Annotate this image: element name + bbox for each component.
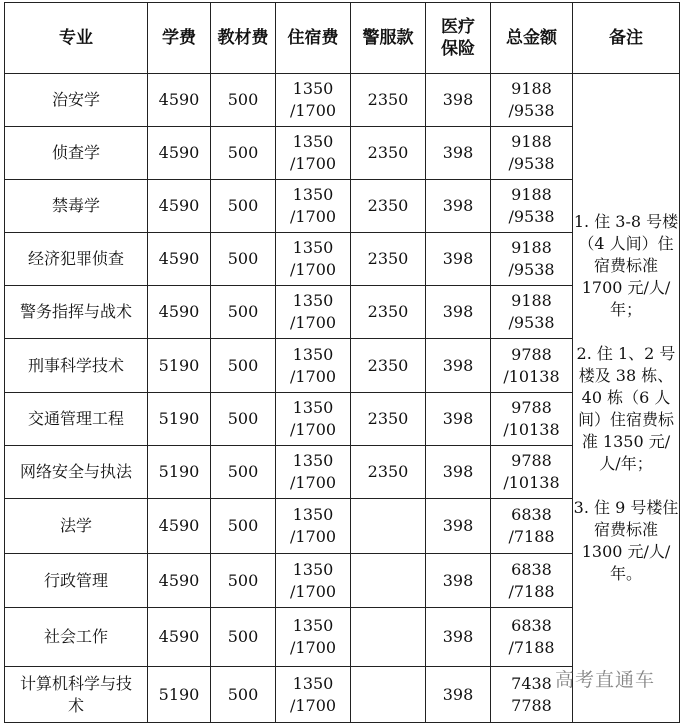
cell-total-text: 9188 /9538 [508, 291, 555, 332]
cell-textbook-text: 500 [227, 684, 259, 704]
remark-text: 1. 住 3-8 号楼（4 人间）住宿费标准 1700 元/人/年； 2. 住 1、2 号楼及 38 栋、40 栋（6 人间）住宿费标准 1350 元/人/年； 3. 住 9 号楼住宿费标准 1300 元/人/年。 [573, 212, 679, 583]
cell-total [491, 127, 573, 180]
cell-dorm-text: 1350 /1700 [289, 559, 337, 601]
cell-total-text: 6838 /7188 [508, 616, 555, 657]
cell-uniform-text: 2350 [367, 302, 409, 321]
cell-major-text: 侦查学 [51, 143, 100, 162]
cell-textbook-text: 500 [227, 143, 259, 162]
cell-uniform-text: 2350 [367, 355, 409, 375]
cell-tuition [148, 446, 211, 499]
cell-dorm [276, 233, 351, 286]
header-major: 专业 [5, 3, 148, 74]
cell-total [491, 499, 573, 554]
cell-dorm [276, 608, 351, 667]
cell-dorm-text: 1350 /1700 [289, 291, 337, 332]
cell-major-text: 经济犯罪侦查 [27, 249, 124, 268]
cell-total-text: 9188 /9538 [508, 79, 555, 120]
cell-textbook [211, 608, 276, 667]
cell-dorm-text: 1350 /1700 [289, 79, 337, 120]
cell-dorm [276, 667, 351, 723]
cell-tuition-text: 4590 [158, 627, 200, 646]
cell-total [491, 446, 573, 499]
cell-medical [426, 127, 491, 180]
cell-major-text: 法学 [59, 516, 92, 535]
cell-medical [426, 608, 491, 667]
cell-uniform-text: 2350 [367, 143, 409, 162]
cell-dorm-text: 1350 /1700 [289, 238, 337, 279]
cell-dorm [276, 74, 351, 127]
cell-tuition-text: 4590 [158, 516, 200, 535]
header-total: 总金额 [491, 3, 573, 74]
cell-medical [426, 286, 491, 339]
cell-tuition-text: 4590 [158, 570, 200, 590]
cell-major [5, 180, 148, 233]
cell-total-text: 9788 /10138 [503, 398, 560, 439]
cell-medical-text: 398 [442, 249, 474, 268]
cell-uniform [351, 554, 426, 608]
cell-textbook-text: 500 [227, 302, 259, 321]
cell-textbook-text: 500 [227, 462, 259, 481]
cell-major-text: 行政管理 [43, 570, 108, 590]
cell-tuition-text: 5190 [158, 684, 200, 704]
cell-textbook-text: 500 [227, 409, 259, 428]
cell-uniform-text: 2350 [367, 196, 409, 215]
cell-medical-text: 398 [442, 516, 474, 535]
cell-tuition [148, 286, 211, 339]
cell-major [5, 339, 148, 393]
header-uniform: 警服款 [351, 3, 426, 74]
cell-uniform [351, 74, 426, 127]
cell-tuition [148, 554, 211, 608]
cell-dorm [276, 286, 351, 339]
cell-uniform-text: 2350 [367, 249, 409, 268]
cell-major [5, 74, 148, 127]
cell-dorm-text: 1350 /1700 [289, 132, 337, 173]
cell-tuition-text: 5190 [158, 355, 200, 375]
cell-dorm-text: 1350 /1700 [289, 505, 337, 546]
cell-medical-text: 398 [442, 684, 474, 704]
cell-medical-text: 398 [442, 302, 474, 321]
cell-dorm [276, 127, 351, 180]
cell-total-text: 6838 /7188 [508, 559, 555, 601]
cell-dorm-text: 1350 /1700 [289, 673, 337, 715]
header-remark: 备注 [573, 3, 680, 74]
cell-major-text: 交通管理工程 [27, 409, 124, 428]
cell-textbook-text: 500 [227, 516, 259, 535]
cell-dorm-text: 1350 /1700 [289, 185, 337, 226]
cell-uniform [351, 667, 426, 723]
cell-textbook [211, 180, 276, 233]
header-textbook: 教材费 [211, 3, 276, 74]
cell-tuition [148, 180, 211, 233]
cell-textbook-text: 500 [227, 196, 259, 215]
cell-total-text: 9188 /9538 [508, 132, 555, 173]
cell-uniform [351, 233, 426, 286]
cell-medical [426, 446, 491, 499]
cell-medical-text: 398 [442, 627, 474, 646]
cell-textbook-text: 500 [227, 355, 259, 375]
cell-textbook [211, 233, 276, 286]
watermark-text: 高考直通车 [554, 669, 655, 691]
cell-textbook [211, 339, 276, 393]
header-dorm: 住宿费 [276, 3, 351, 74]
cell-dorm-text: 1350 /1700 [289, 616, 337, 657]
cell-tuition [148, 339, 211, 393]
cell-dorm [276, 446, 351, 499]
cell-total-text: 9788 /10138 [503, 451, 560, 492]
cell-total [491, 233, 573, 286]
cell-total [491, 339, 573, 393]
cell-uniform [351, 127, 426, 180]
cell-uniform [351, 393, 426, 446]
cell-total [491, 286, 573, 339]
cell-textbook [211, 393, 276, 446]
cell-major [5, 233, 148, 286]
cell-uniform-text: 2350 [367, 90, 409, 109]
cell-medical-text: 398 [442, 462, 474, 481]
cell-major-text: 警务指挥与战术 [19, 302, 132, 321]
cell-tuition-text: 4590 [158, 249, 200, 268]
cell-major-text: 计算机科学与技 术 [19, 673, 132, 715]
remark-cell [573, 74, 680, 723]
cell-major [5, 127, 148, 180]
fee-table-body [5, 74, 680, 723]
cell-textbook [211, 286, 276, 339]
cell-tuition [148, 393, 211, 446]
cell-total [491, 180, 573, 233]
header-medical: 医疗 保险 [426, 3, 491, 74]
cell-major [5, 393, 148, 446]
cell-major-text: 社会工作 [43, 627, 108, 646]
cell-major-text: 治安学 [51, 90, 100, 109]
cell-textbook [211, 74, 276, 127]
cell-uniform-text: 2350 [367, 409, 409, 428]
cell-uniform [351, 499, 426, 554]
cell-tuition-text: 4590 [158, 143, 200, 162]
cell-textbook-text: 500 [227, 249, 259, 268]
cell-total-text: 9188 /9538 [508, 238, 555, 279]
cell-tuition [148, 74, 211, 127]
cell-tuition-text: 4590 [158, 302, 200, 321]
cell-medical [426, 74, 491, 127]
cell-textbook [211, 667, 276, 723]
cell-uniform-text: 2350 [367, 462, 409, 481]
cell-tuition [148, 499, 211, 554]
cell-total-text: 9188 /9538 [508, 185, 555, 226]
cell-major [5, 499, 148, 554]
cell-medical [426, 393, 491, 446]
cell-tuition-text: 5190 [158, 409, 200, 428]
cell-dorm [276, 499, 351, 554]
cell-textbook [211, 127, 276, 180]
cell-medical-text: 398 [442, 355, 474, 375]
cell-total-text: 7438 7788 [511, 673, 552, 715]
cell-tuition [148, 608, 211, 667]
cell-medical [426, 554, 491, 608]
cell-major [5, 446, 148, 499]
cell-dorm-text: 1350 /1700 [289, 344, 337, 386]
cell-tuition [148, 667, 211, 723]
cell-medical [426, 233, 491, 286]
cell-medical-text: 398 [442, 196, 474, 215]
cell-major-text: 刑事科学技术 [27, 355, 124, 375]
cell-major [5, 286, 148, 339]
cell-major [5, 667, 148, 723]
cell-total [491, 393, 573, 446]
cell-major [5, 608, 148, 667]
cell-tuition [148, 127, 211, 180]
cell-dorm [276, 554, 351, 608]
cell-textbook-text: 500 [227, 627, 259, 646]
cell-total [491, 74, 573, 127]
cell-tuition-text: 4590 [158, 196, 200, 215]
cell-medical [426, 180, 491, 233]
cell-medical-text: 398 [442, 143, 474, 162]
cell-major-text: 网络安全与执法 [19, 462, 132, 481]
cell-major [5, 554, 148, 608]
cell-textbook-text: 500 [227, 570, 259, 590]
cell-medical [426, 339, 491, 393]
cell-tuition-text: 4590 [158, 90, 200, 109]
header-row [5, 3, 680, 74]
cell-uniform [351, 446, 426, 499]
cell-dorm [276, 180, 351, 233]
cell-dorm-text: 1350 /1700 [289, 451, 337, 492]
header-tuition: 学费 [148, 3, 211, 74]
cell-uniform [351, 286, 426, 339]
table-row [5, 74, 680, 127]
cell-medical [426, 499, 491, 554]
cell-tuition [148, 233, 211, 286]
cell-uniform [351, 339, 426, 393]
cell-dorm [276, 393, 351, 446]
cell-medical-text: 398 [442, 409, 474, 428]
cell-medical-text: 398 [442, 90, 474, 109]
cell-dorm [276, 339, 351, 393]
cell-total [491, 554, 573, 608]
cell-dorm-text: 1350 /1700 [289, 398, 337, 439]
cell-total [491, 608, 573, 667]
cell-medical [426, 667, 491, 723]
cell-medical-text: 398 [442, 570, 474, 590]
cell-tuition-text: 5190 [158, 462, 200, 481]
cell-total-text: 6838 /7188 [508, 505, 555, 546]
cell-uniform [351, 180, 426, 233]
cell-total-text: 9788 /10138 [503, 344, 560, 386]
cell-textbook [211, 499, 276, 554]
cell-textbook [211, 446, 276, 499]
fee-table [4, 2, 680, 723]
cell-textbook [211, 554, 276, 608]
cell-major-text: 禁毒学 [51, 196, 100, 215]
cell-uniform [351, 608, 426, 667]
cell-textbook-text: 500 [227, 90, 259, 109]
